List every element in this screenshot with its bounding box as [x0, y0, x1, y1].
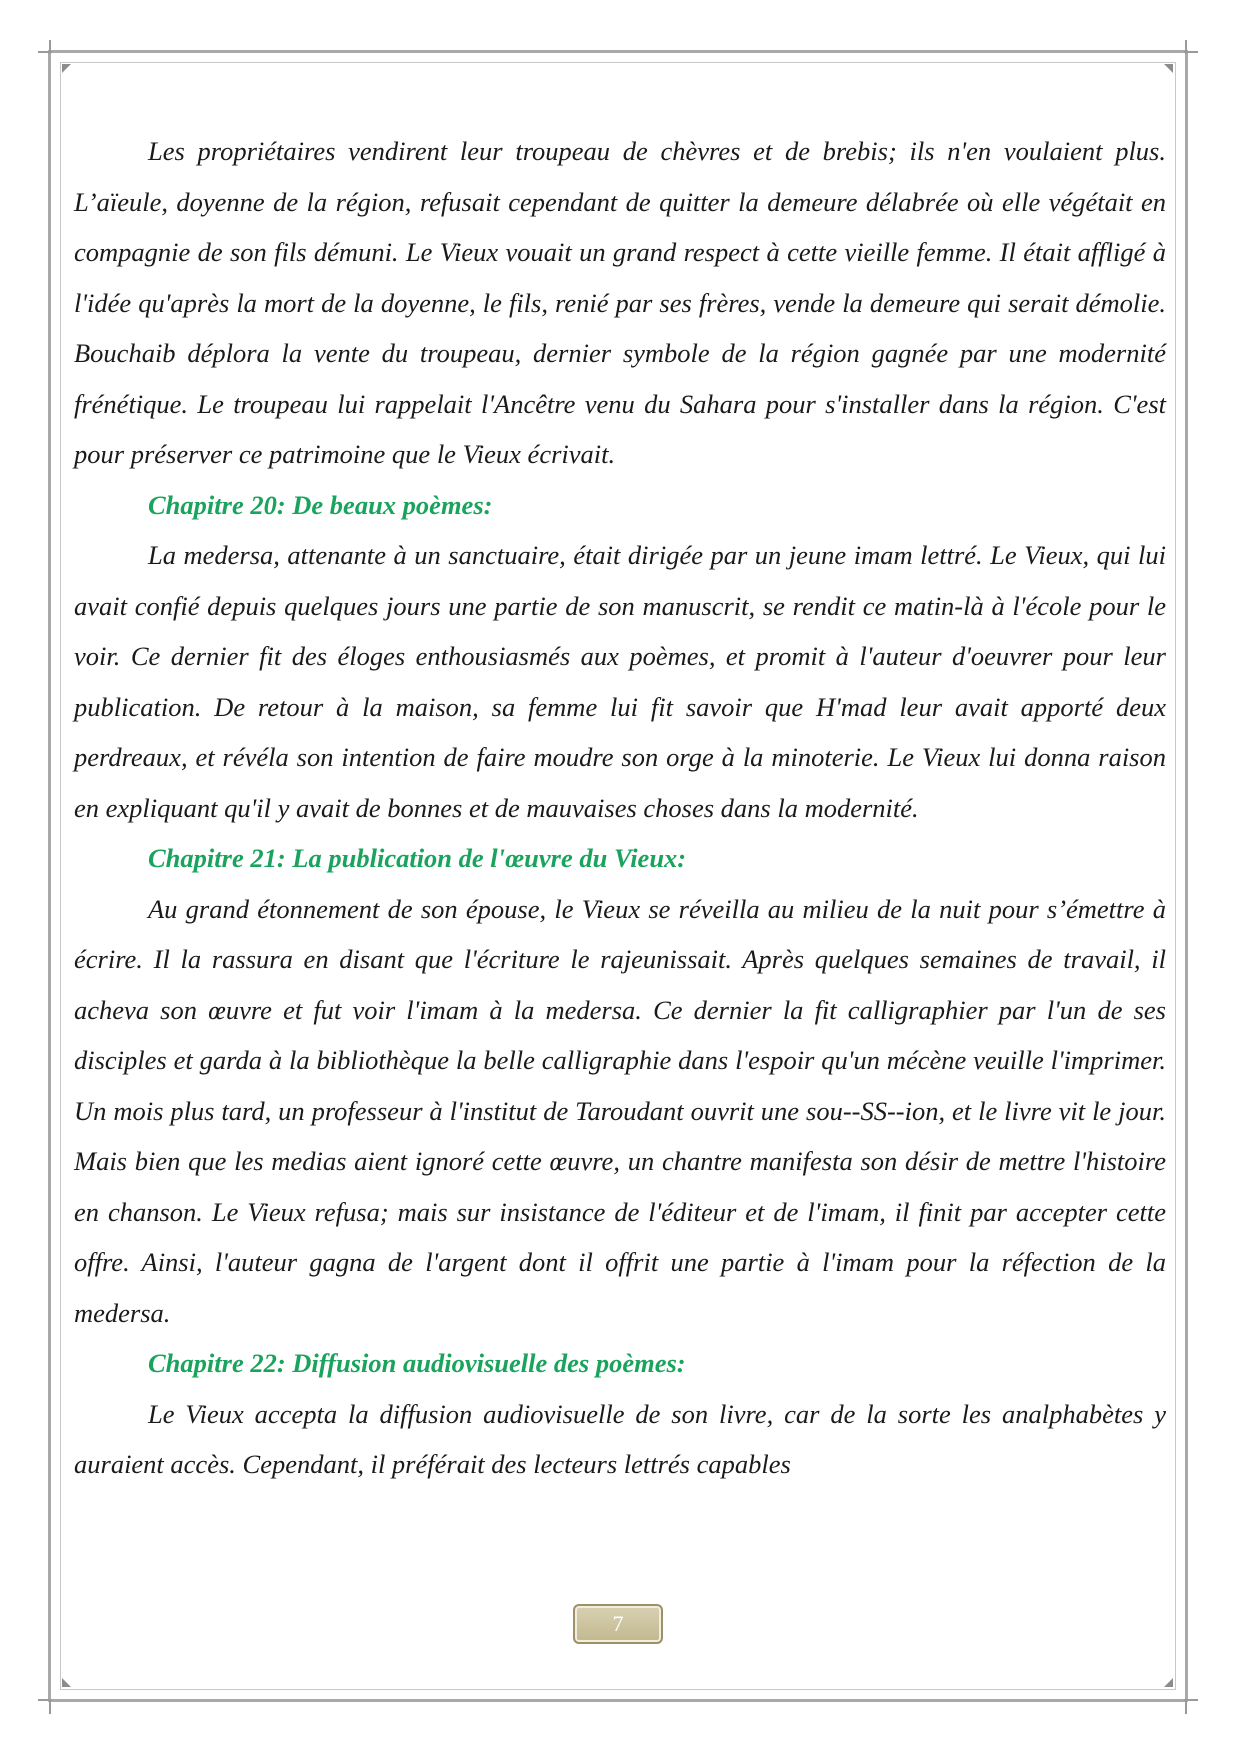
corner-tick: [49, 1700, 51, 1714]
corner-ornament-top-left: [62, 64, 71, 73]
paragraph-publication: Au grand étonnement de son épouse, le Vieux se réveilla au milieu de la nuit pour s’émettre à écrire. Il la rassura en disant que l'écriture le rajeunissait. Après quelques semaines de travail, il acheva son œuvre et fut voir l'imam à la medersa. Ce dernier la fit calligraphier par l'un de ses disciples et garda à la bibliothèque la belle calligraphie dans l'espoir qu'un mécène veuille l'imprimer. Un mois plus tard, un professeur à l'institut de Taroudant ouvrit une sou--SS--ion, et le livre vit le jour. Mais bien que les medias aient ignoré cette œuvre, un chantre manifesta son désir de mettre l'histoire en chanson. Le Vieux refusa; mais sur insistance de l'éditeur et de l'imam, il finit par accepter cette offre. Ainsi, l'auteur gagna de l'argent dont il offrit une partie à l'imam pour la réfection de la medersa.: [74, 893, 1166, 1328]
chapter-21-heading: Chapitre 21: La publication de l'œuvre du Vieux:: [148, 843, 687, 873]
page-number: 7: [612, 1611, 624, 1636]
page-number-badge: [573, 1604, 663, 1644]
page-content: [74, 126, 1166, 1490]
corner-ornament-top-right: [1164, 64, 1173, 73]
paragraph-medersa: La medersa, attenante à un sanctuaire, était dirigée par un jeune imam lettré. Le Vieux, qui lui avait confié depuis quelques jours une partie de son manuscrit, se rendit ce matin-là à l'école pour le voir. Ce dernier fit des éloges enthousiasmés aux poèmes, et promit à l'auteur d'oeuvrer pour leur publication. De retour à la maison, sa femme lui fit savoir que H'mad leur avait apporté deux perdreaux, et révéla son intention de faire moudre son orge à la minoterie. Le Vieux lui donna raison en expliquant qu'il y avait de bonnes et de mauvaises choses dans la modernité.: [74, 540, 1166, 823]
corner-ornament-bottom-left: [62, 1678, 71, 1687]
corner-tick: [1185, 1700, 1187, 1714]
corner-tick: [49, 40, 51, 54]
corner-tick: [1185, 40, 1187, 54]
chapter-22-heading: Chapitre 22: Diffusion audiovisuelle des poèmes:: [148, 1348, 686, 1378]
paragraph-diffusion: Le Vieux accepta la diffusion audiovisuelle de son livre, car de la sorte les analphabètes y auraient accès. Cependant, il préférait des lecteurs lettrés capables: [74, 1398, 1166, 1479]
chapter-20-heading: Chapitre 20: De beaux poèmes:: [148, 489, 493, 520]
paragraph-troupeau: Les propriétaires vendirent leur troupeau de chèvres et de brebis; ils n'en voulaient plus. L’aïeule, doyenne de la région, refusait cependant de quitter la demeure délabrée où elle végétait en compagnie de son fils démuni. Le Vieux vouait un grand respect à cette vieille femme. Il était affligé à l'idée qu'après la mort de la doyenne, le fils, renié par ses frères, vende la demeure qui serait démolie. Bouchaib déplora la vente du troupeau, dernier symbole de la région gagnée par une modernité frénétique. Le troupeau lui rappelait l'Ancêtre venu du Sahara pour s'installer dans la région. C'est pour préserver ce patrimoine que le Vieux écrivait.: [74, 136, 1166, 469]
corner-ornament-bottom-right: [1164, 1678, 1173, 1687]
